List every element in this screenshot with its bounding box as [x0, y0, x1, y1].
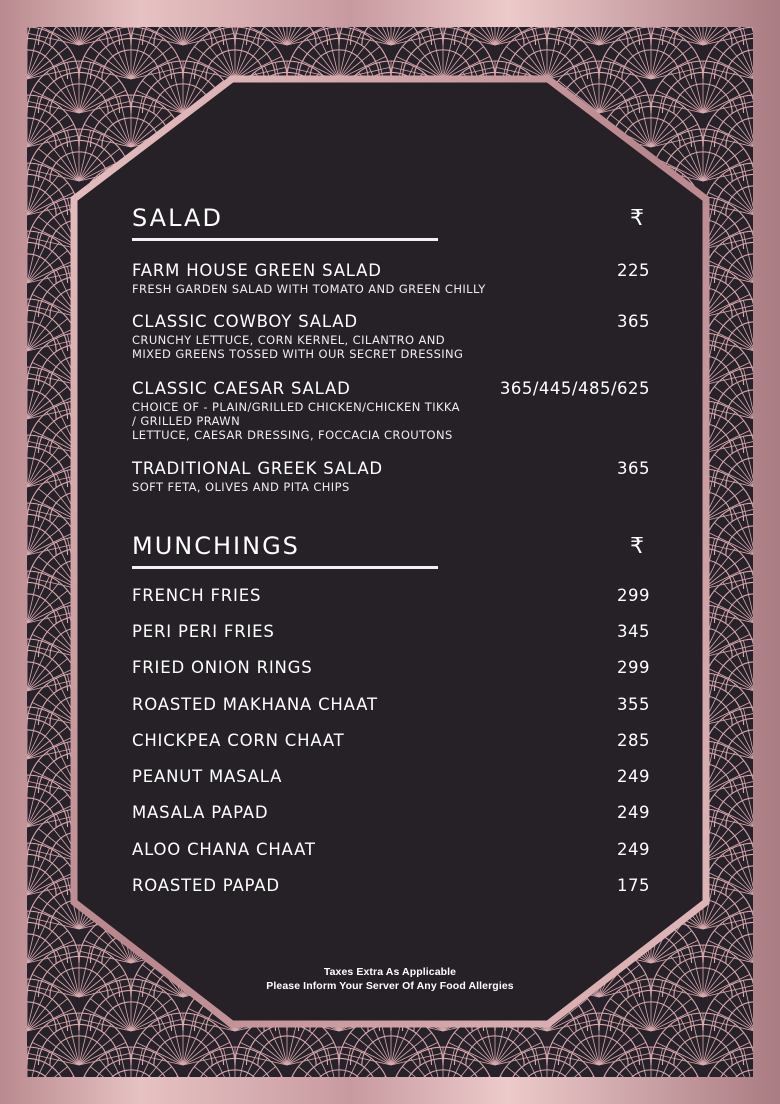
menu-item-name: ROASTED PAPAD: [132, 876, 280, 895]
menu-item-price: 365: [617, 459, 650, 478]
menu-item-price: 365: [617, 312, 650, 331]
menu-item-name: CLASSIC CAESAR SALAD: [132, 379, 351, 398]
menu-item-name: ROASTED MAKHANA CHAAT: [132, 695, 378, 714]
menu-item-name: MASALA PAPAD: [132, 803, 269, 822]
menu-item-price: 365/445/485/625: [499, 379, 650, 398]
section-underline: [132, 566, 438, 569]
section-title-munchings: MUNCHINGS: [132, 532, 300, 560]
menu-item-price: 299: [617, 658, 650, 677]
menu-item-name: CHICKPEA CORN CHAAT: [132, 731, 345, 750]
section-title-salad: SALAD: [132, 204, 223, 232]
menu-item-name: PERI PERI FRIES: [132, 622, 275, 641]
menu-item-description: CHOICE OF - PLAIN/GRILLED CHICKEN/CHICKEN TIKKA: [132, 400, 460, 414]
menu-item-description: CRUNCHY LETTUCE, CORN KERNEL, CILANTRO AND: [132, 333, 446, 347]
menu-item-price: 175: [617, 876, 650, 895]
menu-item-price: 249: [617, 840, 650, 859]
menu-item-description: / GRILLED PRAWN: [132, 414, 241, 428]
menu-item-description: FRESH GARDEN SALAD WITH TOMATO AND GREEN CHILLY: [132, 282, 486, 296]
menu-item-name: FRENCH FRIES: [132, 586, 262, 605]
menu-item-name: CLASSIC COWBOY SALAD: [132, 312, 358, 331]
currency-icon: ₹: [630, 534, 645, 559]
menu-item-price: 299: [617, 586, 650, 605]
footer-allergy-note: Please Inform Your Server Of Any Food Allergies: [266, 980, 514, 992]
menu-item-name: FRIED ONION RINGS: [132, 658, 313, 677]
menu-item-description: MIXED GREENS TOSSED WITH OUR SECRET DRESSING: [132, 347, 464, 361]
menu-item-name: TRADITIONAL GREEK SALAD: [132, 459, 383, 478]
menu-item-name: FARM HOUSE GREEN SALAD: [132, 261, 382, 280]
menu-item-description: LETTUCE, CAESAR DRESSING, FOCCACIA CROUTONS: [132, 428, 453, 442]
footer-taxes-note: Taxes Extra As Applicable: [323, 966, 457, 978]
menu-item-price: 225: [617, 261, 650, 280]
currency-icon: ₹: [630, 206, 645, 231]
menu-item-name: PEANUT MASALA: [132, 767, 283, 786]
menu-item-description: SOFT FETA, OLIVES AND PITA CHIPS: [132, 480, 350, 494]
menu-item-price: 285: [617, 731, 650, 750]
menu-item-price: 249: [617, 803, 650, 822]
section-underline: [132, 238, 438, 241]
menu-item-name: ALOO CHANA CHAAT: [132, 840, 316, 859]
menu-item-price: 355: [617, 695, 650, 714]
menu-item-price: 345: [617, 622, 650, 641]
menu-item-price: 249: [617, 767, 650, 786]
